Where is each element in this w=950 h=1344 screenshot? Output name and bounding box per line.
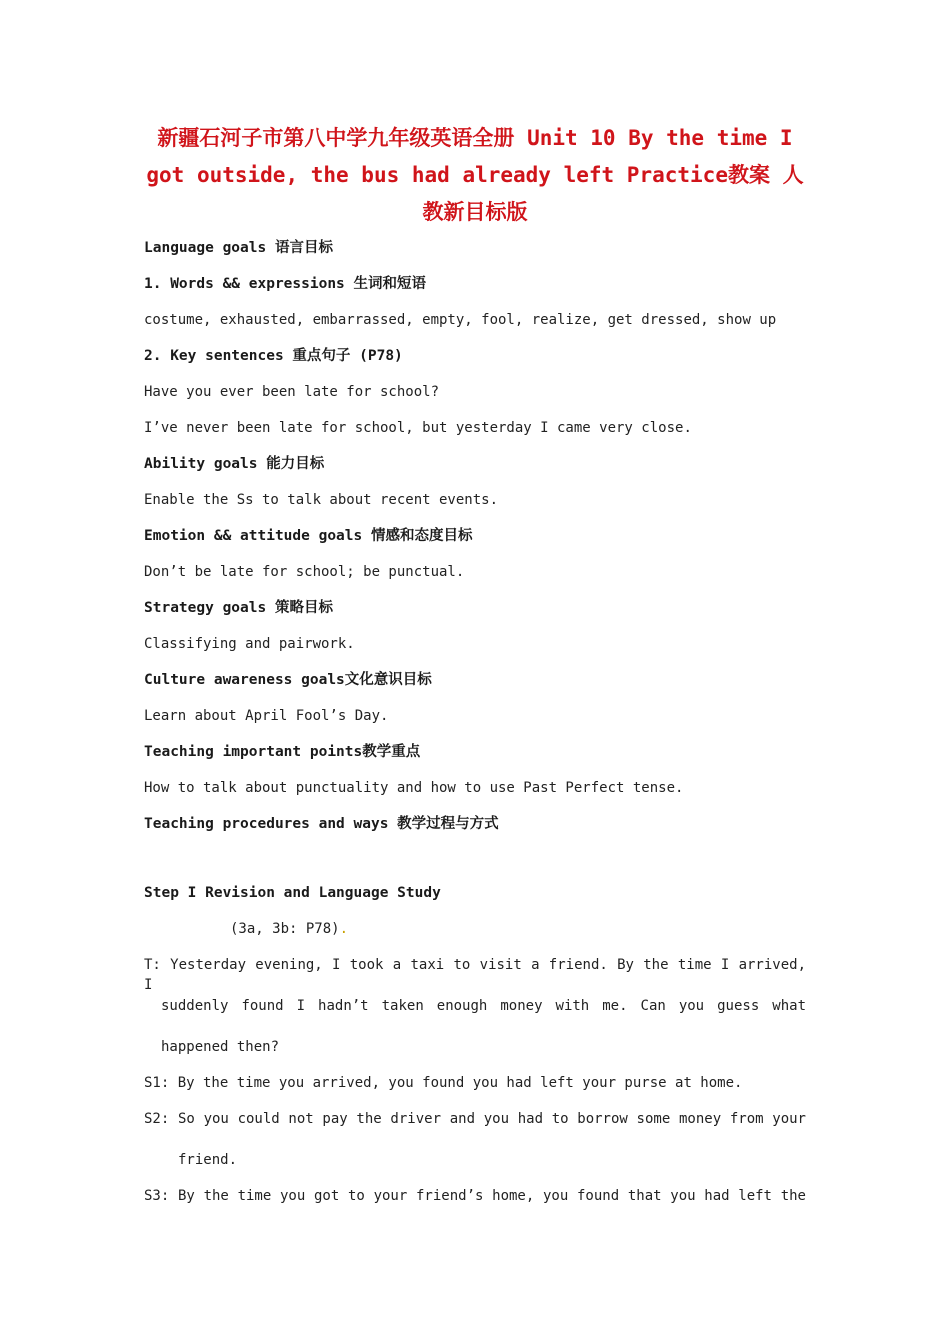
emotion-goals-text: Don’t be late for school; be punctual. — [144, 564, 465, 580]
step-reference-dot: . — [339, 921, 349, 937]
teaching-procedures-heading: Teaching procedures and ways 教学过程与方式 — [144, 816, 499, 832]
strategy-goals-text: Classifying and pairwork. — [144, 636, 355, 652]
culture-goals-heading: Culture awareness goals文化意识目标 — [144, 672, 432, 688]
ability-goals-text: Enable the Ss to talk about recent events. — [144, 492, 499, 508]
language-goals-heading: Language goals 语言目标 — [144, 240, 333, 256]
student-1-line: S1: By the time you arrived, you found you had left your purse at home. — [144, 1075, 743, 1091]
teacher-line-3: happened then? — [161, 1039, 280, 1055]
teacher-line-2: suddenly found I hadn’t taken enough money with me. Can you guess what — [161, 998, 806, 1014]
document-title: 新疆石河子市第八中学九年级英语全册 Unit 10 By the time I got outside, the bus had already left Practice教案 人教新目标版 — [146, 126, 804, 224]
teaching-points-heading: Teaching important points教学重点 — [144, 744, 421, 760]
key-sentence-2: I’ve never been late for school, but yesterday I came very close. — [144, 420, 692, 436]
key-sentences-heading: 2. Key sentences 重点句子 (P78) — [144, 348, 403, 364]
student-2-line-2: friend. — [178, 1152, 238, 1168]
words-heading: 1. Words && expressions 生词和短语 — [144, 276, 427, 292]
emotion-goals-heading: Emotion && attitude goals 情感和态度目标 — [144, 528, 473, 544]
strategy-goals-heading: Strategy goals 策略目标 — [144, 600, 333, 616]
ability-goals-heading: Ability goals 能力目标 — [144, 456, 325, 472]
step-reference-text: (3a, 3b: P78) — [230, 921, 340, 937]
culture-goals-text: Learn about April Fool’s Day. — [144, 708, 389, 724]
teacher-line-1: T: Yesterday evening, I took a taxi to visit a friend. By the time I arrived, I — [144, 957, 806, 993]
step-heading: Step I Revision and Language Study — [144, 885, 441, 901]
key-sentence-1: Have you ever been late for school? — [144, 384, 440, 400]
student-2-line-1: S2: So you could not pay the driver and you had to borrow some money from your — [144, 1111, 806, 1127]
student-3-line-1: S3: By the time you got to your friend’s home, you found that you had left the — [144, 1188, 806, 1204]
teaching-points-text: How to talk about punctuality and how to use Past Perfect tense. — [144, 780, 684, 796]
words-list: costume, exhausted, embarrassed, empty, fool, realize, get dressed, show up — [144, 312, 777, 328]
step-reference — [230, 919, 348, 939]
